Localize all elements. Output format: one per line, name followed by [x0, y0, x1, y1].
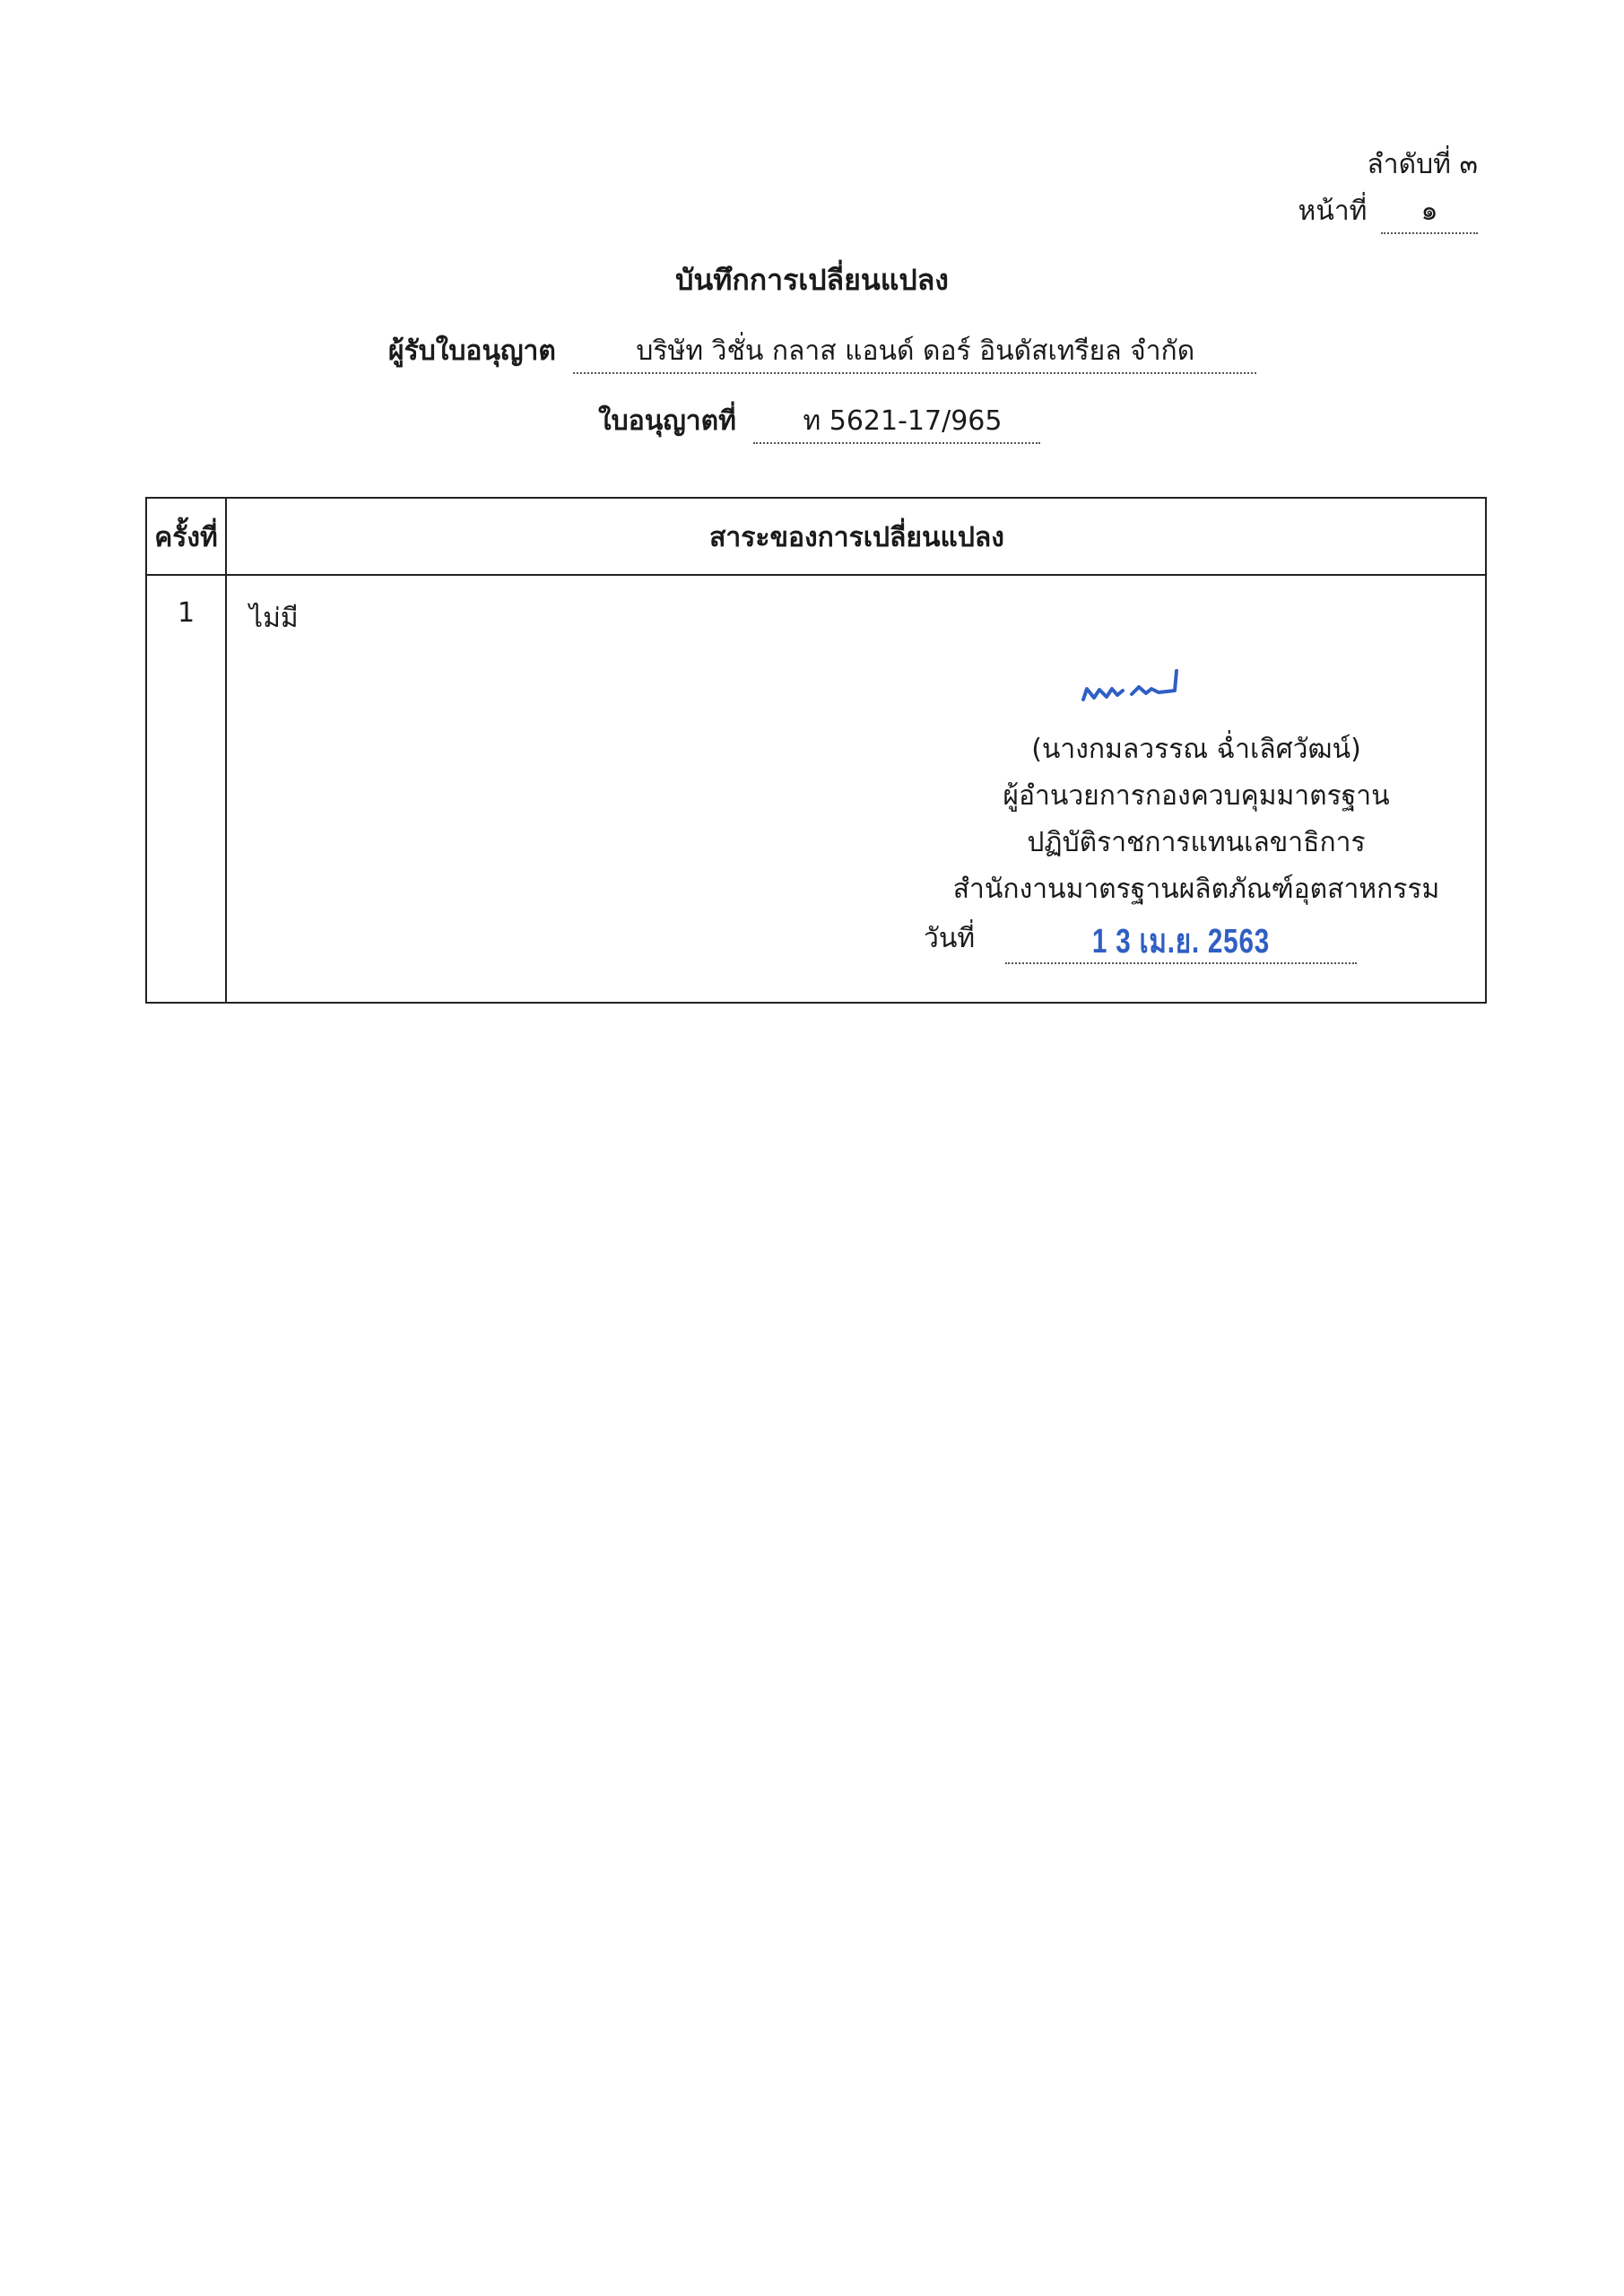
licensee-row: [388, 330, 1256, 374]
page-label: หน้าที่: [1298, 196, 1368, 227]
sequence-number: ลำดับที่ ๓: [1367, 149, 1478, 180]
date-stamp: 1 3 เม.ย. 2563: [1091, 923, 1270, 961]
table-cell-number: 1: [177, 597, 195, 629]
column-header-subject: สาระของการเปลี่ยนแปลง: [709, 522, 1004, 553]
page-number: ๑: [1381, 190, 1478, 234]
column-header-number: ครั้งที่: [154, 522, 218, 553]
document-title: บันทึกการเปลี่ยนแปลง: [675, 263, 949, 297]
licensee-label: ผู้รับใบอนุญาต: [388, 335, 556, 367]
date-label: วันที่: [924, 923, 976, 954]
handwritten-signature-icon: [1080, 665, 1187, 710]
page-number-line: [1298, 190, 1478, 234]
license-value: ท 5621-17/965: [753, 400, 1040, 444]
license-row: [598, 400, 1040, 444]
signatory-acting-for: ปฏิบัติราชการแทนเลขาธิการ: [1027, 827, 1366, 858]
date-row: [924, 908, 1357, 964]
signatory-position: ผู้อำนวยการกองควบคุมมาตรฐาน: [1003, 780, 1390, 812]
table-cell-content: ไม่มี: [249, 603, 299, 634]
license-label: ใบอนุญาตที่: [598, 405, 736, 437]
signatory-organization: สำนักงานมาตรฐานผลิตภัณฑ์อุตสาหกรรม: [952, 874, 1440, 905]
change-record-table: [145, 497, 1487, 1004]
signatory-block: [882, 726, 1510, 913]
licensee-value: บริษัท วิชั่น กลาส แอนด์ ดอร์ อินดัสเทรียล จำกัด: [573, 330, 1256, 374]
signatory-name: (นางกมลวรรณ ฉ่ำเลิศวัฒน์): [1031, 734, 1361, 765]
date-field: [1005, 908, 1357, 964]
header-row-divider: [147, 574, 1485, 576]
